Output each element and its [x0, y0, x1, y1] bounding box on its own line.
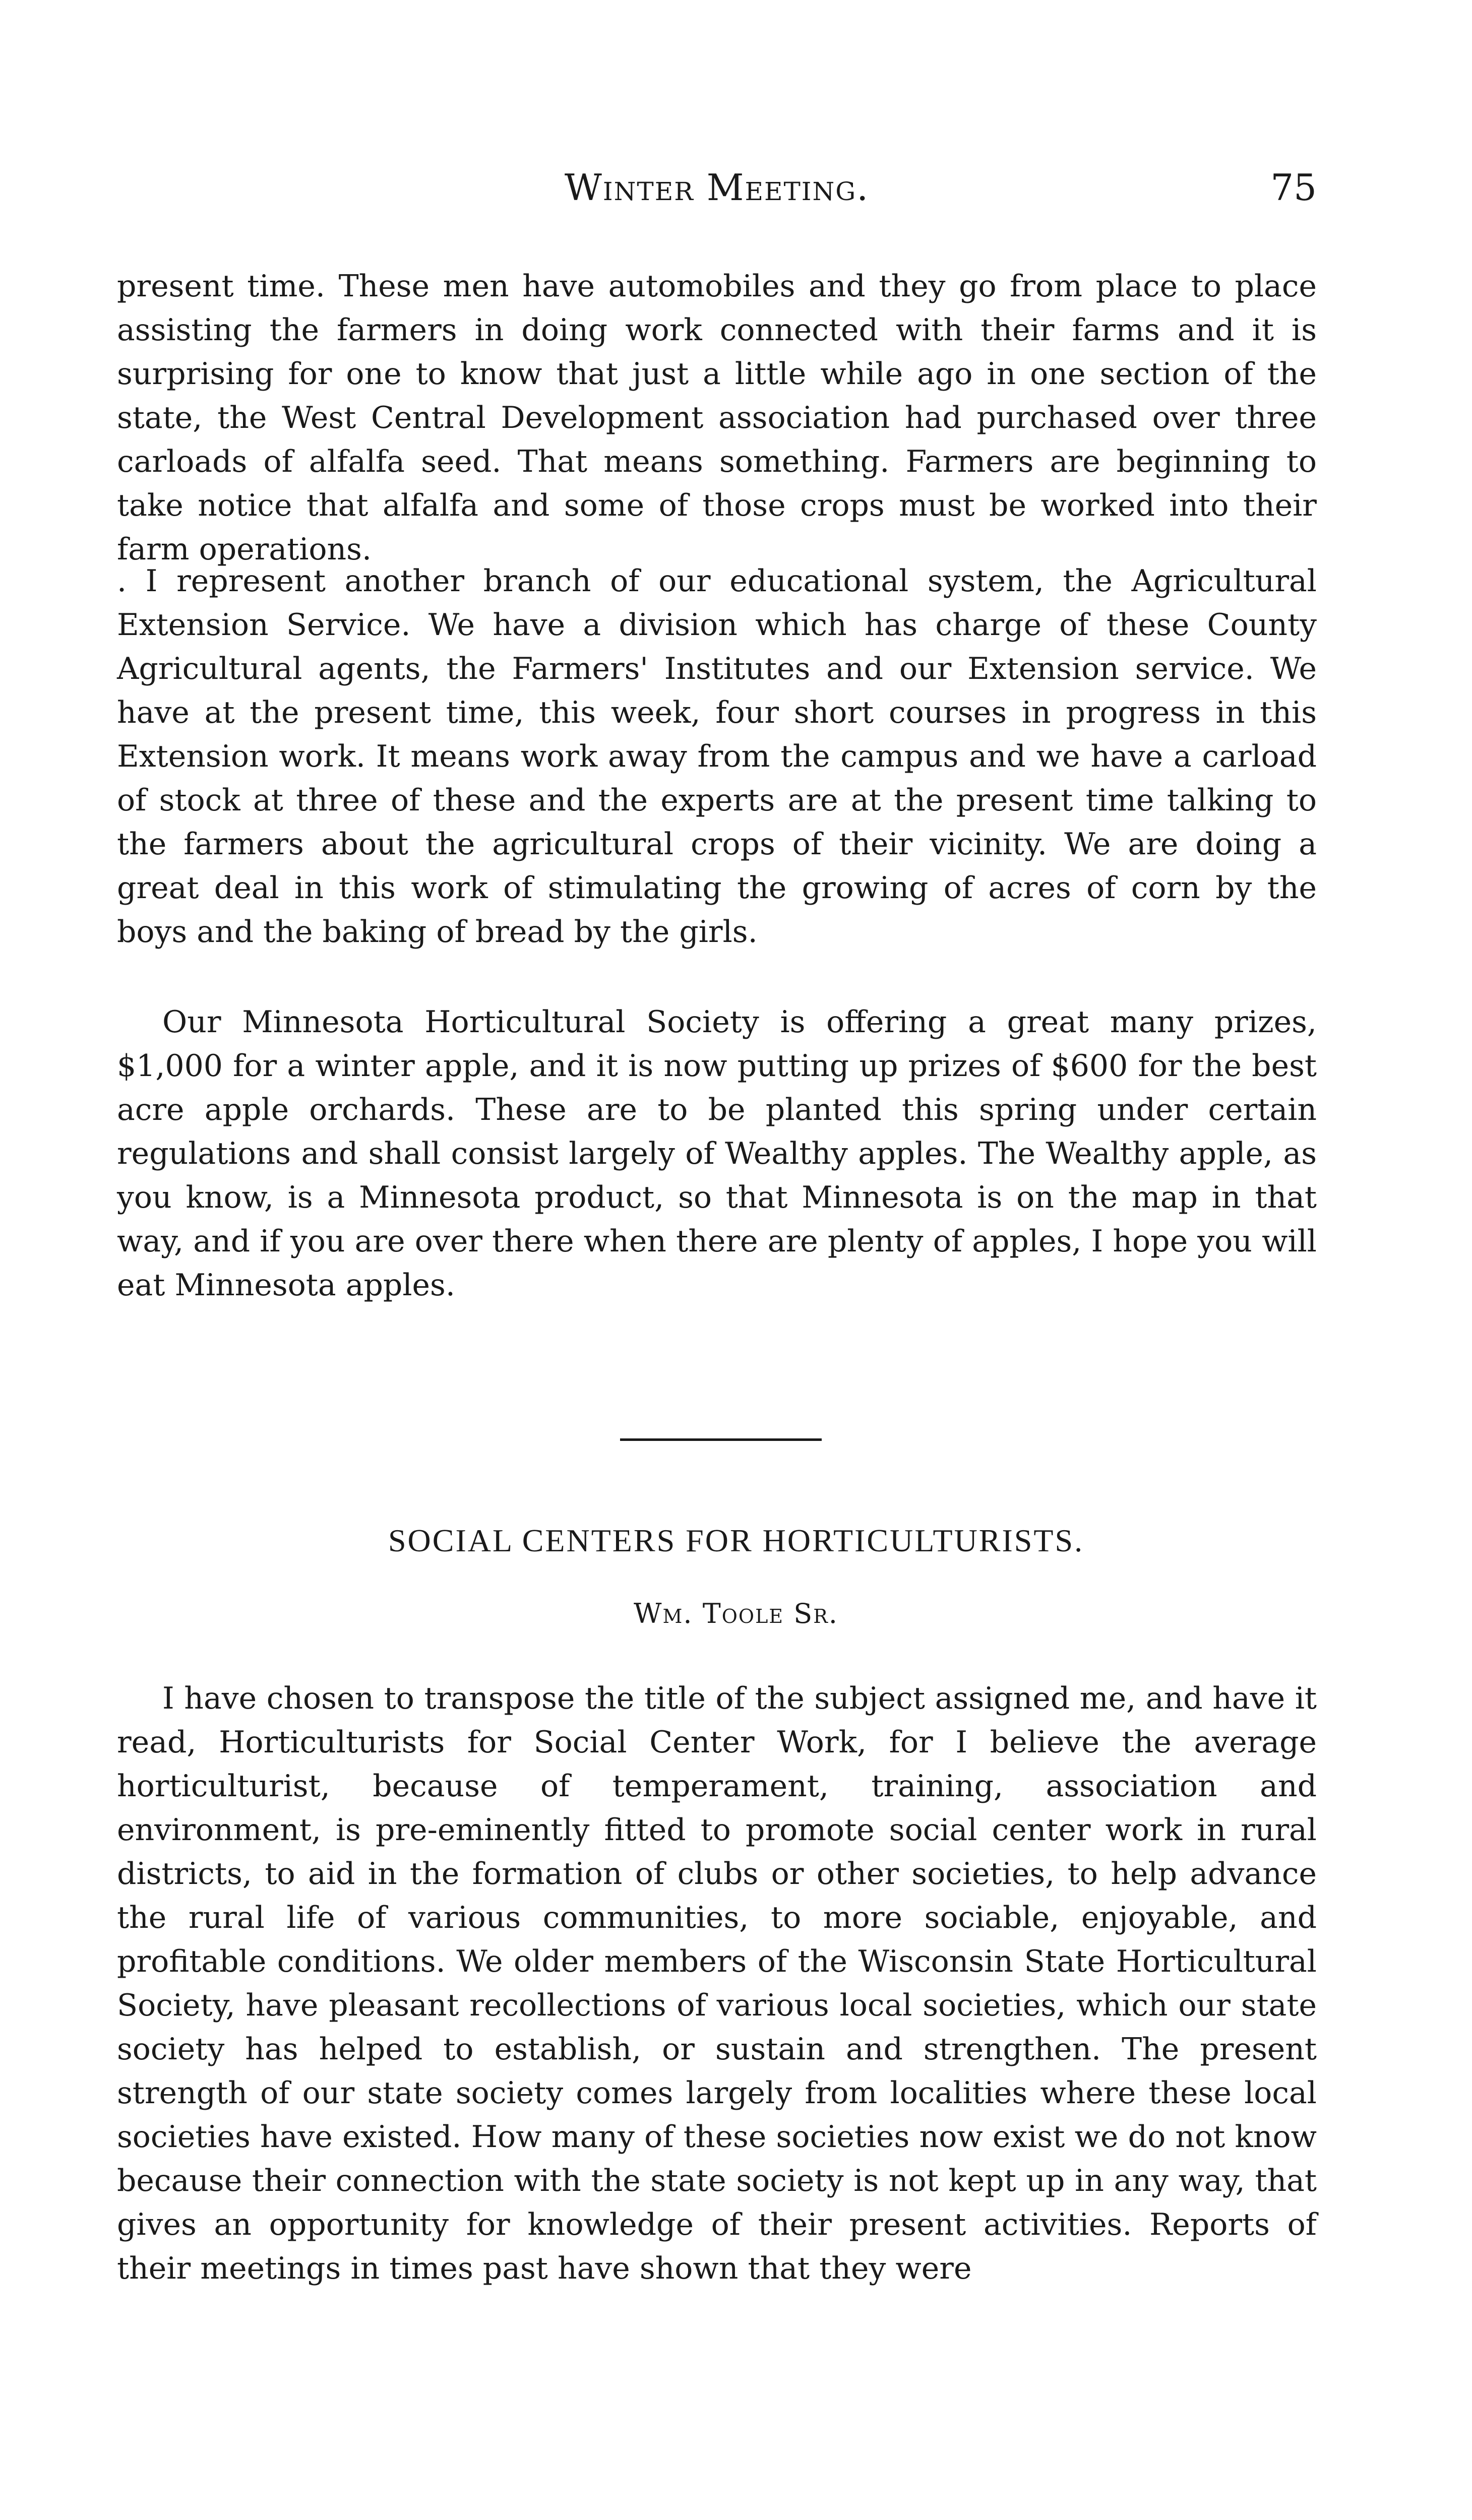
paragraph-minnesota-society: Our Minnesota Horticultural Society is offering a great many prizes, $1,000 for a winter apple, and it is now putting up prizes of $600 for the best acre apple orchards. These are to be planted this spring under certain regulations and shall consist largely of Wealthy apples. The Wealthy apple, as you know, is a Minnesota product, so that Minnesota is on the map in that way, and if you are over there when there are plenty of apples, I hope you will eat Minnesota apples. — [117, 1004, 1317, 1303]
article-author: Wm. Toole Sr. — [634, 1598, 838, 1629]
section-divider — [620, 1438, 822, 1441]
paragraph-continued: present time. These men have automobiles and they go from place to place assisting the farmers in doing work connected with their farms and it is surprising for one to know that just a little while ago in one section of the state, the West Central Development association had purchased over three carloads of alfalfa seed. That means something. Farmers are beginning to take notice that alfalfa and some of those crops must be worked into their farm operations. — [117, 269, 1317, 567]
article-title: SOCIAL CENTERS FOR HORTICULTURISTS. — [388, 1523, 1084, 1558]
running-head: Winter Meeting. — [564, 166, 870, 209]
page-header — [117, 166, 1317, 217]
article-body-paragraph: I have chosen to transpose the title of the subject assigned me, and have it read, Horticulturists for Social Center Work, for I believe the average horticulturist, because of temperament, training, association and environment, is pre-eminently fitted to promote social center work in rural districts, to aid in the formation of clubs or other societies, to help advance the rural life of various communities, to more sociable, enjoyable, and profitable conditions. We older members of the Wisconsin State Horticultural Society, have pleasant recollections of various local societies, which our state society has helped to establish, or sustain and strengthen. The present strength of our state society comes largely from localities where these local societies have existed. How many of these societies now exist we do not know because their connection with the state society is not kept up in any way, that gives an opportunity for knowledge of their present activities. Reports of their meetings in times past have shown that they were — [117, 1681, 1317, 2286]
page-number: 75 — [1270, 166, 1317, 209]
paragraph-extension-service: . I represent another branch of our educational system, the Agricultural Extension Service. We have a division which has charge of these County Agricultural agents, the Farmers' Institutes and our Extension service. We have at the present time, this week, four short courses in progress in this Extension work. It means work away from the campus and we have a carload of stock at three of these and the experts are at the present time talking to the farmers about the agricultural crops of their vicinity. We are doing a great deal in this work of stimulating the growing of acres of corn by the boys and the baking of bread by the girls. — [117, 563, 1317, 950]
